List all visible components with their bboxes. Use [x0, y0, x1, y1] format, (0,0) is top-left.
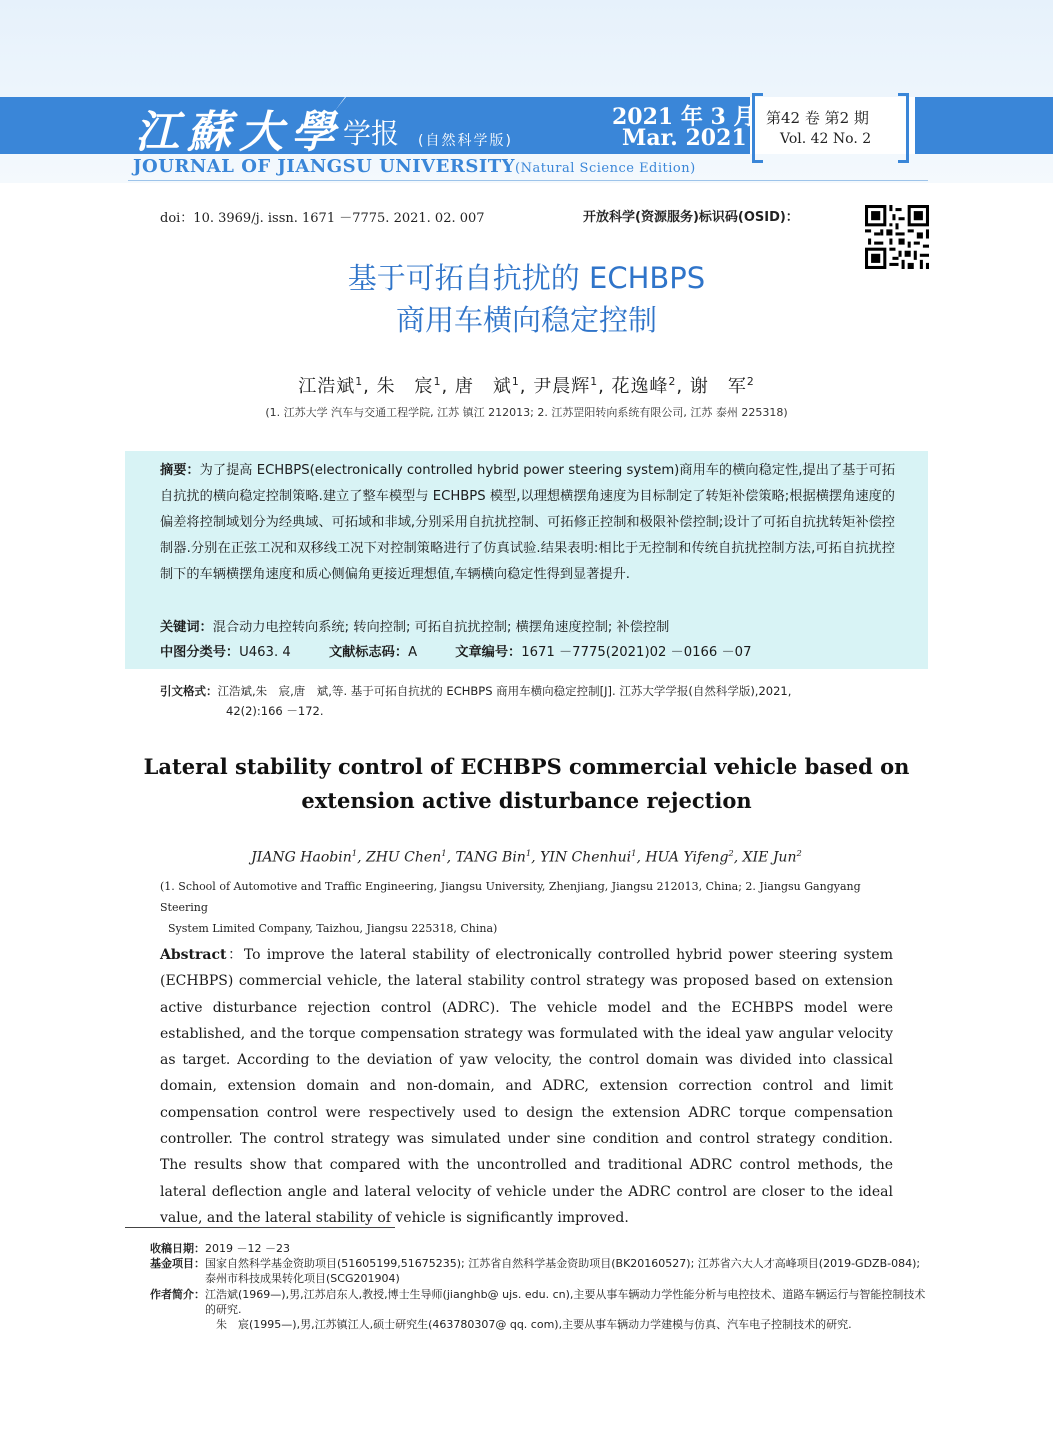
authors-cn: 江浩斌$^1$, 朱 宸$^1$, 唐 斌$^1$, 尹晨辉$^1$, 花逸峰$^2$, 谢 军$^2$: [298, 375, 755, 397]
keywords-text: 混合动力电控转向系统; 转向控制; 可拓自抗扰控制; 横摆角速度控制; 补偿控制: [212, 620, 670, 635]
author-bio: 作者简介： 江浩斌(1969—),男,江苏启东人,教授,博士生导师(jianghb@ ujs. edu. cn),主要从事车辆动力学性能分析与电控技术、道路车辆运行与智能控制技术的研究.: [150, 1287, 926, 1316]
author-bio-2: 朱 宸(1995—),男,江苏镇江人,硕士研究生(463780307@ qq. com),主要从事车辆动力学建模与仿真、汽车电子控制技术的研究.: [216, 1318, 852, 1332]
issue-date-en: Mar. 2021: [622, 125, 747, 151]
abstract-cn: [160, 458, 895, 588]
footnote-rule: [125, 1227, 395, 1228]
author-name: 江浩斌: [298, 376, 356, 397]
abstract-cn-text: 为了提高 ECHBPS(electronically controlled hybrid power steering system)商用车的横向稳定性,提出了基于可拓自抗扰的横向稳定控制策略.建立了整车模型与 ECHBPS 模型,以理想横摆角速度为目标制定了转矩补偿策略;根据横摆角速度的偏差将控制域划分为经典域、可拓域和非域,分别采用自抗扰控制、可拓修正控制和极限补偿控制;设计了可拓自抗扰转矩补偿控制器.分别在正弦工况和双移线工况下对控制策略进行了仿真试验.结果表明:相比于无控制和传统自抗扰控制方法,可拓自抗扰控制下的车辆横摆角速度和质心侧偏角更接近理想值,车辆横向稳定性得到显著提升.: [160, 463, 896, 582]
author-name: 尹晨辉: [533, 376, 591, 397]
received-date: 收稿日期： 2019 －12 －23: [150, 1242, 290, 1255]
title-cn-line1: 基于可拓自抗扰的 ECHBPS: [347, 261, 706, 295]
journal-name-en: JOURNAL OF JIANGSU UNIVERSITY(Natural Science Edition): [133, 156, 696, 177]
affiliation-en: (1. School of Automotive and Traffic Engineering, Jiangsu University, Zhenjiang, Jiangsu 212013, China; 2. Jiangsu Gangyang Steering System Limited Company, Taizhou, Jiangsu 225318, China): [160, 880, 861, 935]
keywords-cn: [160, 616, 669, 635]
journal-edition: (自然科学版): [418, 133, 513, 149]
volume-bracket-left: [752, 93, 763, 163]
osid-label: 开放科学(资源服务)标识码(OSID)：: [583, 210, 799, 225]
title-cn-line2: 商用车横向稳定控制: [395, 303, 657, 337]
title-en: Lateral stability control of ECHBPS commercial vehicle based on extension active disturbance rejection: [143, 754, 910, 813]
author-name: 谢 军: [689, 376, 747, 397]
header-rule: [128, 180, 928, 181]
classification-row: 中图分类号：U463. 4 文献标志码：A 文章编号：1671 －7775(2021)02 －0166 －07: [160, 645, 752, 660]
volume-cn: 第42 卷 第2 期: [766, 109, 869, 127]
footnotes: [150, 1241, 930, 1332]
fund-info: 基金项目： 国家自然科学基金资助项目(51605199,51675235); 江苏省自然科学基金资助项目(BK20160527); 江苏省六大人才高峰项目(2019-GDZB-084); 泰州市科技成果转化项目(SCG201904): [150, 1257, 921, 1286]
author-name: 唐 斌: [454, 376, 512, 397]
volume-en: Vol. 42 No. 2: [780, 131, 872, 147]
author-name: 朱 宸: [376, 376, 434, 397]
authors-en: JIANG Haobin$^1$, ZHU Chen$^1$, TANG Bin$^1$, YIN Chenhui$^1$, HUA Yifeng$^2$, XIE Jun$^2$: [251, 848, 802, 866]
doi[interactable]: doi：10. 3969/j. issn. 1671 －7775. 2021. 02. 007: [160, 211, 485, 226]
volume-bracket-right: [898, 93, 909, 163]
author-name: 花逸峰: [611, 376, 669, 397]
abstract-en: [160, 942, 893, 1231]
citation-format: 引文格式：江浩斌,朱 宸,唐 斌,等. 基于可拓自抗扰的 ECHBPS 商用车横向稳定控制[J]. 江苏大学学报(自然科学版),2021, 42(2):166 －172.: [160, 684, 792, 718]
issue-date-cn: 2021 年 3 月: [612, 104, 756, 130]
journal-xuebao: 学报: [343, 117, 400, 150]
header-blue-bar: [915, 97, 1053, 154]
affiliation-cn: (1. 江苏大学 汽车与交通工程学院, 江苏 镇江 212013; 2. 江苏罡阳转向系统有限公司, 江苏 泰州 225318): [265, 406, 788, 419]
abstract-cn-label: 摘要：: [160, 463, 200, 478]
journal-logo-cn: 江蘇大學: [135, 107, 343, 158]
abstract-en-label: Abstract: [160, 947, 227, 963]
abstract-en-text: ：To improve the lateral stability of electronically controlled hybrid power steering system (ECHBPS) commercial vehicle, the lateral stability control strategy was proposed based on extension active disturbance rejection control (ADRC). The vehicle model and the ECHBPS model were established, and the torque compensation strategy was formulated with the ideal yaw angular velocity as target. According to the deviation of yaw velocity, the control domain was divided into classical domain, extension domain and non-domain, and ADRC, extension correction control and limit compensation control were respectively used to design the extension ADRC torque compensation controller. The control strategy was simulated under sine condition and control strategy condition. The results show that compared with the uncontrolled and traditional ADRC control methods, the lateral deflection angle and lateral velocity of vehicle under the ADRC control are closer to the ideal value, and the lateral stability of vehicle is significantly improved.: [160, 947, 893, 1226]
keywords-label: 关键词：: [160, 620, 213, 635]
